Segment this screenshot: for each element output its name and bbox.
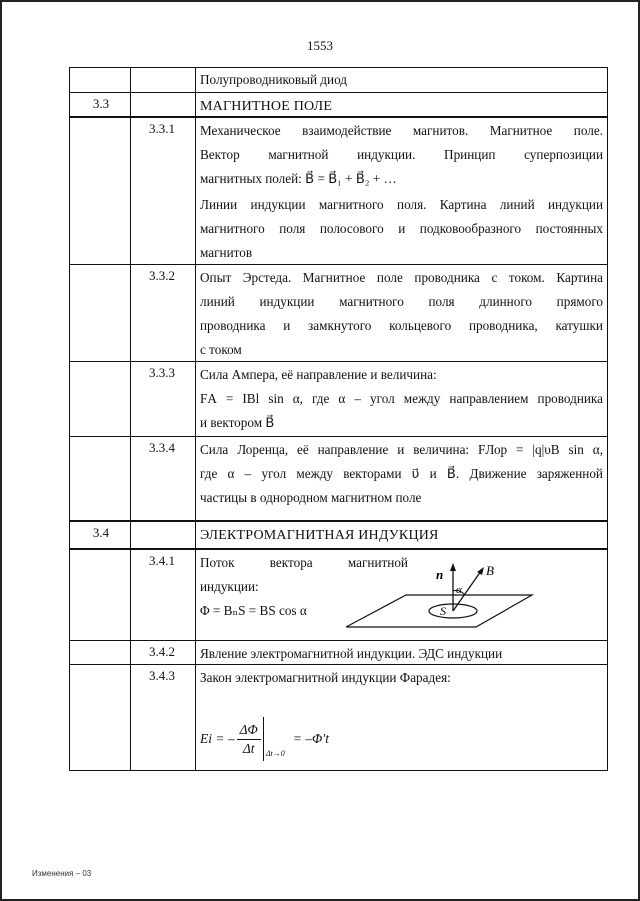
topic-text: Полупроводниковый диод <box>200 72 347 87</box>
table-row <box>69 641 608 665</box>
table-row <box>69 93 608 118</box>
curriculum-table <box>69 67 608 771</box>
table-row <box>69 118 608 265</box>
table-row <box>69 362 608 437</box>
section-number: 3.4 <box>92 525 110 540</box>
faraday-formula: Ei = – $\frac{\Delta\Phi}{\Delta t}$ Δt→0 = –Φ′t <box>200 717 329 761</box>
subsection-number: 3.4.1 <box>149 553 175 568</box>
subsection-number: 3.3.4 <box>149 440 175 455</box>
table-row <box>69 437 608 522</box>
normal-vector-label: n⃗ <box>436 567 454 582</box>
subsection-number: 3.3.1 <box>149 121 175 136</box>
page-edge-top <box>0 0 640 2</box>
topic-text: Механическое взаимодействие магнитов. Магнитное поле. Вектор магнитной индукции. Принцип суперпозиции магнитных полей: B⃗ = B⃗₁ + B⃗₂ + … Линии индукции магнитного поля. Картина линий индукции магнитного поля полосового и подковообразного постоянных магнитов <box>200 123 603 260</box>
section-heading: МАГНИТНОЕ ПОЛЕ <box>200 99 333 114</box>
page-number: 1553 <box>307 38 333 53</box>
topic-text: Явление электромагнитной индукции. ЭДС индукции <box>200 646 503 661</box>
field-vector-label: B⃗ <box>486 563 505 578</box>
subsection-number: 3.4.2 <box>149 644 175 659</box>
table-row <box>69 265 608 362</box>
subsection-number: 3.3.3 <box>149 365 175 380</box>
table-row <box>69 665 608 771</box>
subsection-number: 3.4.3 <box>149 668 175 683</box>
table-row <box>69 67 608 93</box>
topic-text: Сила Лоренца, её направление и величина: FЛор = |q|υB sin α, где α – угол между векторами υ⃗ и B⃗. Движение заряженной частицы в однородном магнитном поле <box>200 442 603 505</box>
angle-label: α <box>456 584 462 596</box>
topic-text: Поток вектора магнитной индукции: Φ = BₙS = BS cos α <box>200 555 408 618</box>
section-number: 3.3 <box>92 96 110 111</box>
subsection-number: 3.3.2 <box>149 268 175 283</box>
topic-text: Сила Ампера, её направление и величина: FА = IBl sin α, где α – угол между направлением проводника и вектором B⃗ <box>200 367 603 430</box>
area-label: S <box>440 604 446 618</box>
section-heading: ЭЛЕКТРОМАГНИТНАЯ ИНДУКЦИЯ <box>200 528 439 543</box>
topic-text: Закон электромагнитной индукции Фарадея: <box>200 670 451 685</box>
footer-revision-note: Изменения – 03 <box>32 869 92 878</box>
table-row <box>69 522 608 550</box>
magnetic-flux-diagram <box>346 561 536 641</box>
topic-text: Опыт Эрстеда. Магнитное поле проводника с током. Картина линий индукции магнитного поля длинного прямого проводника и замкнутого кольцевого проводника, катушки с током <box>200 270 603 357</box>
page-edge-left <box>0 0 2 901</box>
